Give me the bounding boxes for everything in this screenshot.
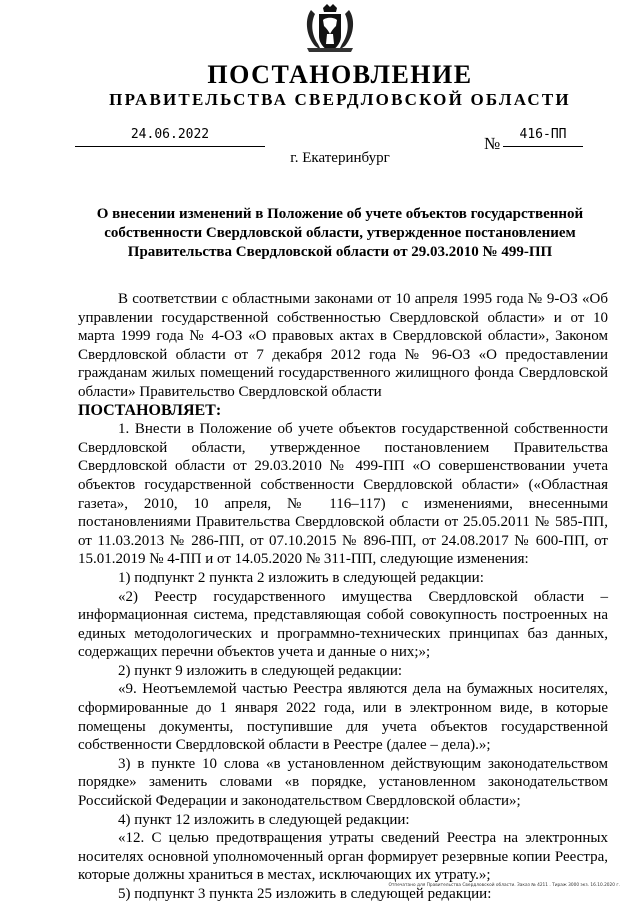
- document-body: [78, 290, 608, 904]
- paragraph-subitem-5: 5) подпункт 3 пункта 25 изложить в следующей редакции:: [118, 886, 492, 902]
- document-type-title: ПОСТАНОВЛЕНИЕ: [207, 60, 473, 89]
- issuer-subtitle: ПРАВИТЕЛЬСТВА СВЕРДЛОВСКОЙ ОБЛАСТИ: [109, 90, 571, 109]
- paragraph-quote-12: «12. С целью предотвращения утраты сведений Реестра на электронных носителях основной уполномоченный орган формирует резервные копии Реестра, которые должны храниться в местах, исключающих их утрату.»;: [78, 830, 608, 884]
- document-number: 416-ПП: [503, 126, 583, 147]
- number-label: №: [484, 134, 501, 153]
- document-date: 24.06.2022: [75, 126, 265, 147]
- paragraph-item-1: 1. Внести в Положение об учете объектов государственной собственности Свердловской области, утвержденное постановлением Правительства Свердловской области от 29.03.2010 № 499-ПП «О совершенствовании учета объектов государственной собственности Свердловской области» («Областная газета», 2010, 10 апреля, № 116–117) с изменениями, внесенными постановлениями Правительства Свердловской области от 25.05.2011 № 585-ПП, от 11.03.2013 № 286-ПП, от 07.10.2015 № 896-ПП, от 24.08.2017 № 600-ПП, от 15.01.2019 № 4-ПП и от 14.05.2020 № 311-ПП, следующие изменения:: [78, 421, 608, 568]
- paragraph-subitem-1: 1) подпункт 2 пункта 2 изложить в следующей редакции:: [118, 569, 484, 586]
- document-heading: О внесении изменений в Положение об учете объектов государственной собственности Свердловской области, утвержденное постановлением Правительства Свердловской области от 29.03.2010 № 499-ПП: [96, 206, 584, 260]
- paragraph-quote-2: «2) Реестр государственного имущества Свердловской области – информационная система, представляющая собой совокупность построенных на единых методологических и программно-технических принципах баз данных, содержащих перечни объектов учета и данные о них;»;: [78, 588, 608, 661]
- print-note: Отпечатано для Правительства Свердловской области. Заказ № 4211 . Тираж 3000 экз. 16.10.2020 г.: [388, 883, 620, 888]
- city: г. Екатеринбург: [290, 150, 390, 166]
- paragraph-subitem-4: 4) пункт 12 изложить в следующей редакции:: [118, 811, 410, 828]
- coat-of-arms-icon: [301, 4, 359, 56]
- paragraph-subitem-2: 2) пункт 9 изложить в следующей редакции:: [118, 662, 403, 679]
- coat-of-arms-graphic: [301, 4, 359, 56]
- decree-word: ПОСТАНОВЛЯЕТ:: [78, 401, 222, 419]
- paragraph-preamble: В соответствии с областными законами от 10 апреля 1995 года № 9-ОЗ «Об управлении государственной собственностью Свердловской области» и от 10 марта 1999 года № 4-ОЗ «О правовых актах в Свердловской области», Законом Свердловской области от 7 декабря 2012 года № 96-ОЗ «О предоставлении гражданам жилых помещений государственного жилищного фонда Свердловской области» Правительство Свердловской области: [78, 291, 608, 400]
- paragraph-subitem-3: 3) в пункте 10 слова «в установленном действующим законодательством порядке» заменить словами «в порядке, установленном законодательством Российской Федерации и законодательством Свердловской области»;: [78, 755, 608, 810]
- paragraph-quote-9: «9. Неотъемлемой частью Реестра являются дела на бумажных носителях, сформированные до 1 января 2022 года, или в электронном виде, в которые помещены документы, поступившие для учета объектов государственной собственности Свердловской области в Реестре (далее – дела).»;: [78, 681, 608, 754]
